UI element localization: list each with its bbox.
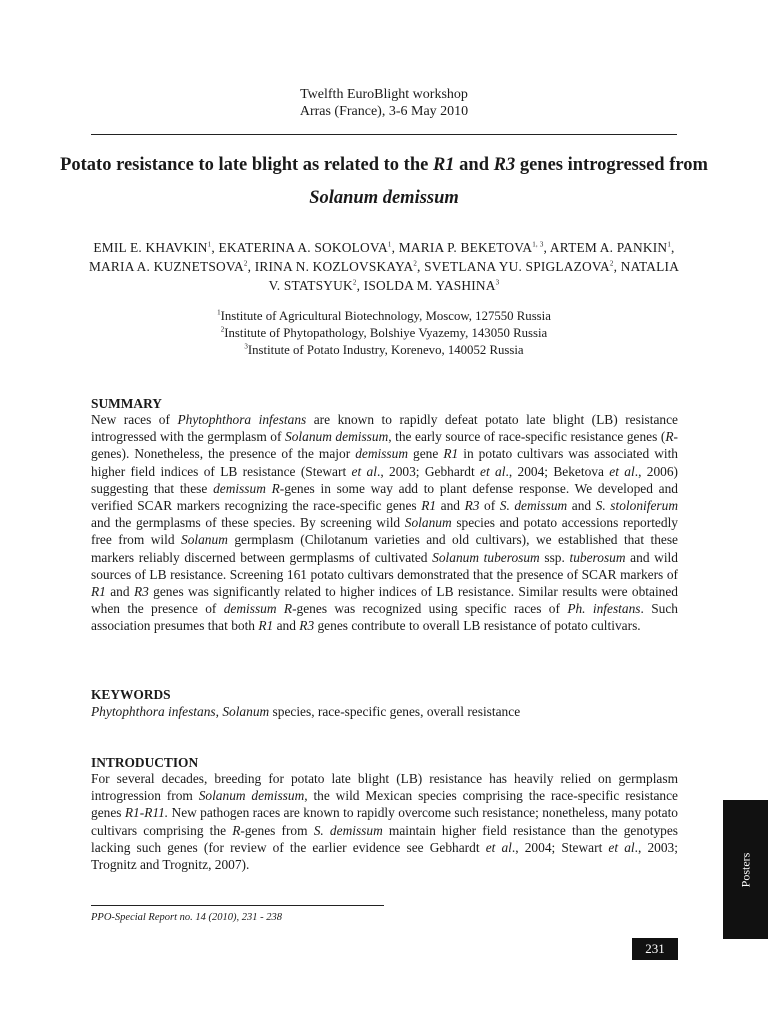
text-segment: species and potato accessions reportedly free from wild — [91, 515, 678, 548]
text-segment: are known to rapidly defeat potato late blight (LB) resistance introgressed with the germplasm of — [91, 412, 678, 445]
title-gene-r3: R3 — [493, 155, 516, 175]
text-segment: ssp. — [539, 549, 570, 565]
text-segment: Solanum — [404, 515, 452, 531]
title-species: Solanum demissum — [309, 188, 459, 208]
text-segment: -genes was recognized using specific races of — [292, 601, 568, 617]
text-segment: For several decades, breeding for potato late blight (LB) resistance has heavily relied on germplasm introgression from — [91, 771, 678, 804]
summary-heading: SUMMARY — [91, 396, 162, 411]
text-segment: demissum — [355, 446, 409, 462]
affiliation-text: Institute of Agricultural Biotechnology, Moscow, 127550 Russia — [220, 309, 551, 323]
side-tab-label: Posters — [738, 852, 752, 887]
text-segment: ., 2004; Stewart — [511, 839, 609, 855]
header-divider — [91, 134, 677, 135]
affiliation-text: Institute of Phytopathology, Bolshiye Vyazemy, 143050 Russia — [224, 326, 548, 340]
title-gene-r1: R1 — [432, 155, 455, 175]
text-segment: R3 — [133, 584, 149, 600]
text-segment: Ph. infestans — [567, 601, 641, 617]
author-affiliation-marker: 1 — [387, 240, 392, 249]
text-segment: demissum R — [223, 601, 293, 617]
workshop-name: Twelfth EuroBlight workshop — [300, 87, 468, 102]
author-affiliation-marker: 2 — [609, 259, 614, 268]
text-segment: genes contribute to overall LB resistance of potato cultivars. — [314, 618, 641, 634]
text-segment: tuberosum — [569, 549, 626, 565]
text-segment: and — [567, 498, 596, 514]
text-segment: genes was significantly related to higher indices of LB resistance. Similar results were obtained when the presence of — [91, 584, 678, 617]
text-segment: Phytophthora infestans — [91, 704, 216, 719]
text-segment: and — [105, 584, 134, 600]
author-name: MARIA P. BEKETOVA — [398, 240, 533, 255]
text-segment: Phytophthora infestans — [177, 412, 307, 427]
text-segment: maintain higher field resistance than the genotypes lacking such genes (for review of the earlier evidence see Gebhardt — [91, 822, 678, 855]
affiliation-line — [0, 308, 768, 325]
text-segment: demissum R — [213, 480, 280, 496]
affiliation-text: Institute of Potato Industry, Korenevo, 140052 Russia — [247, 343, 524, 357]
text-segment: , the early source of race-specific resistance genes ( — [388, 429, 666, 445]
author-affiliation-marker: 1, 3 — [532, 240, 544, 249]
introduction-heading: INTRODUCTION — [91, 755, 199, 770]
section-side-tab — [723, 800, 768, 939]
title-part2: genes introgressed from — [515, 155, 708, 175]
affiliation-marker: 1 — [217, 308, 221, 317]
citation-footer: PPO-Special Report no. 14 (2010), 231 - 238 — [91, 912, 283, 923]
text-segment: Solanum demissum — [198, 788, 305, 804]
running-header — [0, 86, 768, 120]
summary-text — [91, 411, 678, 635]
page-number: 231 — [632, 938, 678, 960]
text-segment: R1 — [91, 584, 106, 600]
text-segment: R3 — [464, 498, 480, 514]
author-affiliation-marker: 1 — [667, 240, 672, 249]
text-segment: R1 — [443, 446, 459, 462]
author-name: NATALIA V. STATSYUK — [268, 259, 680, 293]
text-segment: R — [232, 822, 241, 838]
text-segment: New pathogen races are known to rapidly overcome such resistance; nonetheless, many potato cultivars comprising the — [91, 805, 678, 838]
text-segment: S. demissum — [499, 498, 568, 514]
text-segment: Solanum — [181, 532, 228, 548]
text-segment: , — [215, 704, 223, 719]
text-segment: gene — [408, 446, 444, 462]
text-segment: and — [436, 498, 465, 514]
affiliation-line — [0, 342, 768, 359]
text-segment: in potato cultivars was associated with higher field indices of LB resistance (Stewart — [91, 446, 678, 479]
text-segment: Solanum demissum — [285, 429, 389, 445]
author-affiliation-marker: 3 — [495, 278, 500, 287]
author-name: IRINA N. KOZLOVSKAYA — [254, 259, 414, 274]
text-segment: R1 — [258, 618, 274, 634]
text-segment: ., 2004; Beketova — [505, 463, 610, 479]
text-segment: , the wild Mexican species comprising the race-specific resistance genes — [91, 788, 678, 821]
text-segment: S. stoloniferum — [595, 498, 678, 514]
text-segment: species, race-specific genes, overall resistance — [269, 704, 521, 719]
text-segment: Solanum — [222, 704, 270, 719]
text-segment: -genes). Nonetheless, the presence of the major — [91, 429, 678, 462]
affiliation-marker: 3 — [244, 342, 248, 351]
author-name: EKATERINA A. SOKOLOVA — [218, 240, 388, 255]
text-segment: germplasm (Chilotanum varieties and old cultivars), we established that these markers reliably discerned between germplasms of cultivated — [91, 532, 679, 565]
text-segment: et al — [480, 463, 506, 479]
affiliation-marker: 2 — [220, 325, 225, 334]
author-list: EMIL E. KHAVKIN$^1$, EKATERINA A. SOKOLOVA$^1$, MARIA P. BEKETOVA$^{1, 3}$, ARTEM A. PANKIN$^1$, MARIA A. KUZNETSOVA$^2$, IRINA N. KOZLOVSKAYA$^2$, SVETLANA YU. SPIGLAZOVA$^2$, NATALIA V. STATSYUK$^2$, ISOLDA M. YASHINA$^3$ — [88, 240, 680, 293]
author-name: ISOLDA M. YASHINA — [363, 278, 496, 293]
author-affiliation-marker: 1 — [207, 240, 212, 249]
text-segment: R — [665, 429, 674, 445]
affiliation-list — [0, 308, 768, 359]
text-segment: et al — [608, 839, 635, 855]
text-segment: et al — [351, 463, 377, 479]
affiliation-line — [0, 325, 768, 342]
author-affiliation-marker: 2 — [352, 278, 357, 287]
text-segment: et al — [609, 463, 635, 479]
text-segment: R1 — [421, 498, 437, 514]
text-segment: New races of — [91, 412, 178, 427]
text-segment: . Such association presumes that both — [91, 601, 678, 634]
text-segment: and wild sources of LB resistance. Screening 161 potato cultivars demonstrated that the presence of SCAR markers of — [91, 549, 678, 582]
keywords-heading: KEYWORDS — [91, 687, 171, 702]
keywords-text — [91, 703, 678, 720]
text-segment: et al — [485, 839, 512, 855]
text-segment: Solanum tuberosum — [432, 549, 540, 565]
author-name: ARTEM A. PANKIN — [549, 240, 668, 255]
text-segment: of — [479, 498, 500, 514]
text-segment: -genes in some way add to plant defense response. We developed and verified SCAR markers recognizing the race-specific genes — [91, 480, 678, 514]
text-segment: R1-R11. — [124, 805, 169, 821]
text-segment: ., 2003; Gebhardt — [376, 463, 481, 479]
text-segment: R3 — [299, 618, 315, 634]
text-segment: and — [273, 618, 300, 634]
author-name: SVETLANA YU. SPIGLAZOVA — [424, 259, 610, 274]
workshop-location: Arras (France), 3-6 May 2010 — [299, 104, 469, 119]
text-segment: ., 2006) suggesting that these — [91, 463, 679, 496]
author-name: MARIA A. KUZNETSOVA — [88, 259, 244, 274]
text-segment: and the germplasms of these species. By screening wild — [91, 515, 405, 531]
text-segment: ., 2003; Trognitz and Trognitz, 2007). — [91, 839, 678, 873]
author-affiliation-marker: 2 — [413, 259, 418, 268]
author-affiliation-marker: 2 — [243, 259, 248, 268]
text-segment: -genes from — [240, 822, 314, 838]
title-part1: Potato resistance to late blight as related to the — [60, 155, 433, 175]
text-segment: S. demissum — [313, 822, 383, 838]
title-and: and — [454, 155, 494, 175]
paper-title — [60, 149, 708, 215]
author-name: EMIL E. KHAVKIN — [93, 240, 208, 255]
introduction-text — [91, 770, 678, 873]
footnote-divider — [91, 905, 384, 906]
